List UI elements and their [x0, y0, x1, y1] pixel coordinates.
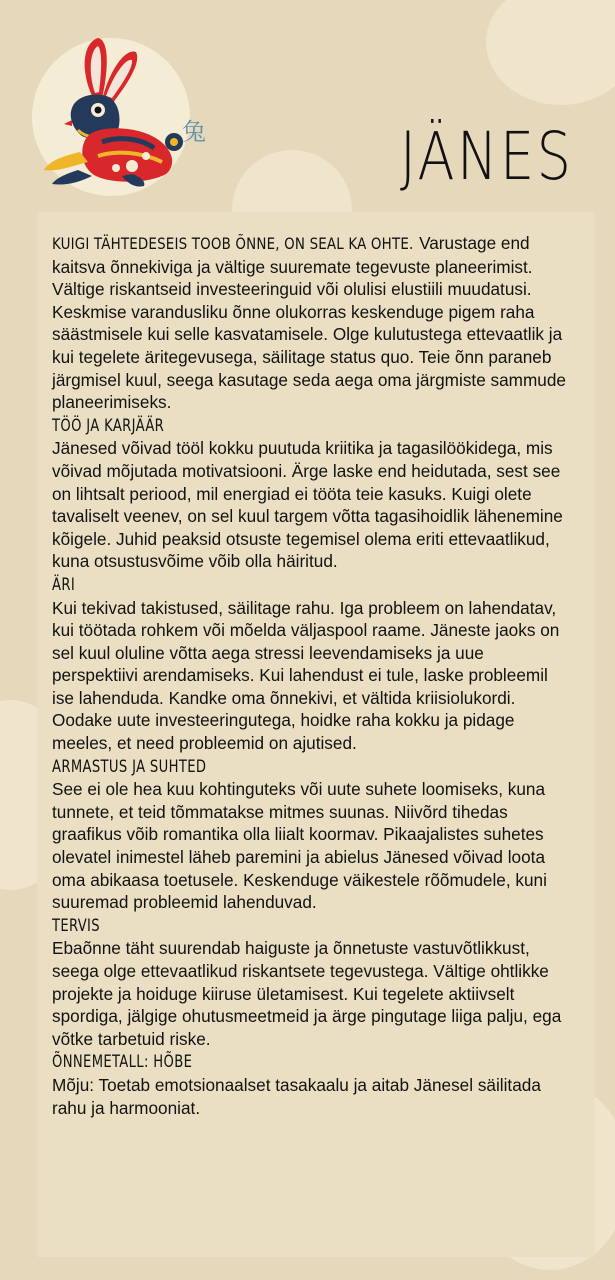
- horoscope-text: [52, 232, 572, 1119]
- rabbit-illustration-icon: [32, 38, 190, 196]
- zodiac-glyph: 兔: [182, 118, 206, 146]
- intro-lead: KUIGI TÄHTEDESEIS TOOB ÕNNE, ON SEAL KA OHTE.: [52, 234, 414, 253]
- section-heading-business: ÄRI: [52, 574, 76, 595]
- section-heading-work: TÖÖ JA KARJÄÄR: [52, 415, 165, 436]
- section-text-work: Jänesed võivad tööl kokku puutuda kriitika ja tagasilöökidega, mis võivad mõjutada motivatsiooni. Ärge laske end heidutada, sest see on lihtsalt periood, mil energiad ei tööta teie kasuks. Kuigi olete tavaliselt veenev, on sel kuul targem võtta tagasihoidlik lähenemine kõigele. Juhid peaksid otsuste tegemisel olema eriti ettevaatlikud, kuna otsustusvõime võib olla häiritud.: [52, 438, 563, 572]
- section-text-health: Ebaõnne täht suurendab haiguste ja õnnetuste vastuvõtlikkust, seega olge ettevaatlikud riskantsete tegevustega. Vältige ohtlikke projekte ja hoiduge kiiruse ületamisest. Kui tegelete aktiivselt spordiga, jälgige ohutusmeetmeid ja ärge pingutage liiga palju, ega võtke tarbetuid riske.: [52, 938, 562, 1049]
- section-text-metal: Mõju: Toetab emotsionaalset tasakaalu ja aitab Jänesel säilitada rahu ja harmooniat.: [52, 1074, 541, 1118]
- intro-text: Varustage end kaitsva õnnekiviga ja vältige suuremate tegevuste planeerimist. Vältige riskantseid investeeringuid või olulisi elustiili muudatusi. Keskmise varandusliku õnne olukorras keskenduge pigem raha säästmisele kui selle kasvatamisele. Olge kulutustega ettevaatlik ja kui tegelete äritegevusega, säilitage status quo. Teie õnn paraneb järgmisel kuul, seega kasutage seda aega oma järgmiste sammude planeerimiseks.: [52, 233, 566, 413]
- section-text-love: See ei ole hea kuu kohtinguteks või uute suhete loomiseks, kuna tunnete, et teid tõmmatakse mitmes suunas. Niivõrd tihedas graafikus võib romantika olla liialt koormav. Pikaajalistes suhetes olevatel inimestel läheb paremini ja abielus Jänesed võivad loota oma abikaasa toetusele. Keskenduge väikestele rõõmudele, kuni suuremad probleemid lahenduvad.: [52, 779, 547, 913]
- section-text-business: Kui tekivad takistused, säilitage rahu. Iga probleem on lahendatav, kui töötada rohkem või mõelda väljaspool raame. Jäneste jaoks on sel kuul oluline võtta aega stressi leevendamiseks ja uue perspektiivi arendamiseks. Kui lahendust ei tule, laske probleemil ise lahenduda. Kandke oma õnnekivi, et vältida kriisiolukordi. Oodake uute investeeringutega, hoidke raha kokku ja pidage meeles, et need probleemid on ajutised.: [52, 597, 560, 754]
- section-heading-metal: ÕNNEMETALL: HÕBE: [52, 1052, 193, 1073]
- background-circle: [486, 0, 615, 105]
- rabbit-emblem: [32, 38, 206, 196]
- section-heading-love: ARMASTUS JA SUHTED: [52, 756, 207, 777]
- section-heading-health: TERVIS: [52, 915, 100, 936]
- page-title: JÄNES: [399, 118, 573, 195]
- intro-paragraph: [52, 232, 572, 414]
